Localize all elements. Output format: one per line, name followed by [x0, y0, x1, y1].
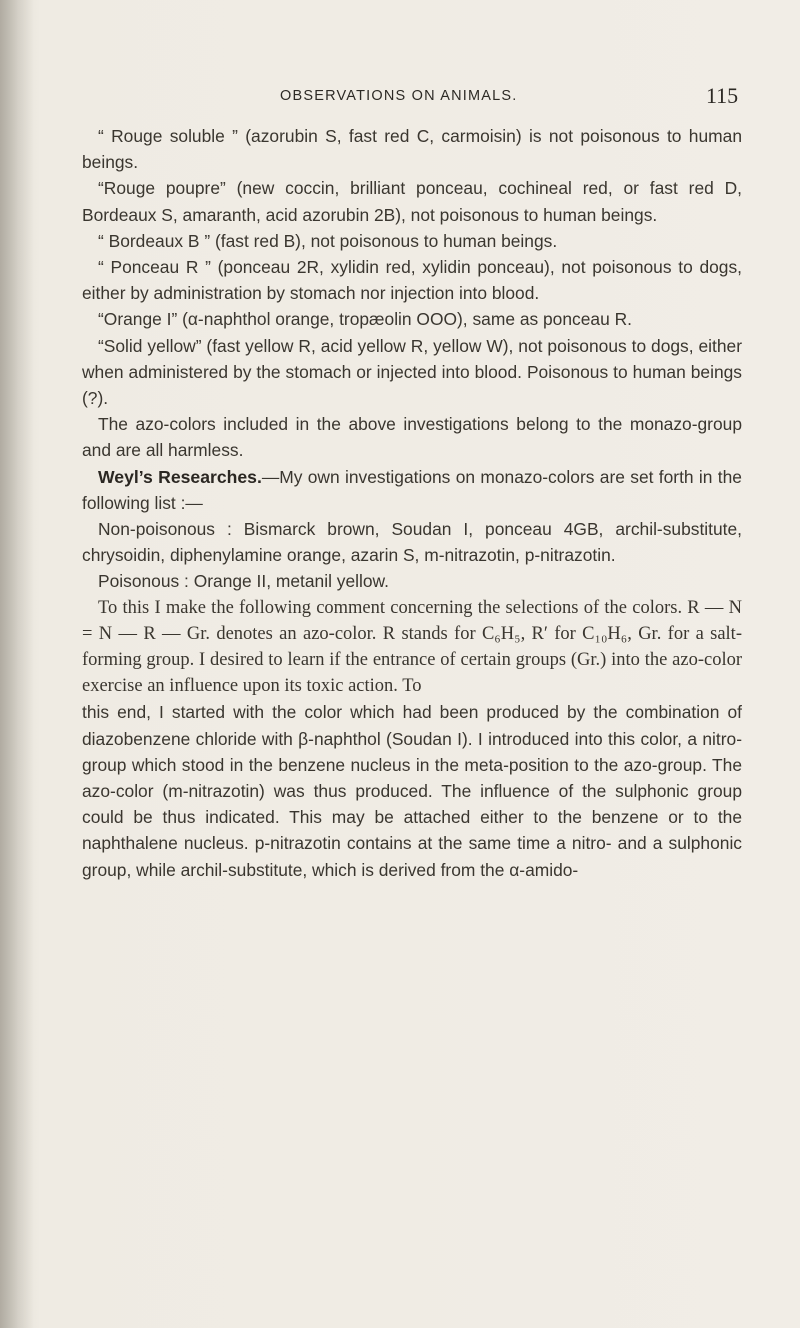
- paragraph-poisonous: Poisonous : Orange II, metanil yellow.: [98, 571, 389, 592]
- section-intro: —My own investigations on monazo-colors are set forth in the following list :—: [82, 466, 742, 513]
- paragraph-non-poisonous: Non-poisonous : Bismarck brown, Soudan I, ponceau 4GB, archil-substitute, chrysoidin, diphenylamine orange, azarin S, m-nitrazotin, p-nitrazotin.: [82, 519, 742, 566]
- paragraph-bordeaux-b: “ Bordeaux B ” (fast red B), not poisonous to human beings.: [98, 230, 558, 251]
- paragraph-comment: To this I make the following comment concerning the selections of the colors. R — N = N — R — Gr. denotes an azo-color. R stands for C₆H₅, R′ for C₁₀H₆, Gr. for a salt-forming group. I desired to learn if the entrance of certain groups (Gr.) into the azo-color exercise an influence upon its toxic action. To: [82, 597, 742, 697]
- paragraph-rouge-soluble: “ Rouge soluble ” (azorubin S, fast red C, carmoisin) is not poisonous to human beings.: [82, 126, 742, 173]
- binding-shadow: [0, 0, 34, 1328]
- paragraph-azo-colors-summary: The azo-colors included in the above investigations belong to the monazo-group and are all harmless.: [82, 414, 742, 461]
- paragraph-orange-i: “Orange I” (α-naphthol orange, tropæolin OOO), same as ponceau R.: [98, 309, 632, 330]
- running-header: OBSERVATIONS ON ANIMALS.: [280, 88, 518, 104]
- paragraph-weyl-researches: [82, 464, 742, 516]
- paragraph-solid-yellow: “Solid yellow” (fast yellow R, acid yellow R, yellow W), not poisonous to dogs, either when administered by the stomach or injected into blood. Poisonous to human beings (?).: [82, 335, 742, 409]
- paragraph-ponceau-r: “ Ponceau R ” (ponceau 2R, xylidin red, xylidin ponceau), not poisonous to dogs, either by administration by stomach nor injection into blood.: [82, 257, 742, 304]
- section-heading: Weyl’s Researches.: [98, 466, 262, 487]
- page-number: 115: [706, 83, 739, 108]
- paragraph-rouge-poupre: “Rouge poupre” (new coccin, brilliant ponceau, cochineal red, or fast red D, Bordeaux S, amaranth, acid azorubin 2B), not poisonous to human beings.: [82, 178, 742, 225]
- paragraph-comment-continued: this end, I started with the color which had been produced by the combination of diazobenzene chloride with β-naphthol (Soudan I). I introduced into this color, a nitro-group which stood in the benzene nucleus in the meta-position to the azo-group. The azo-color (m-nitrazotin) was thus produced. The influence of the sulphonic group could be thus indicated. This may be attached either to the benzene or to the naphthalene nucleus. p-nitrazotin contains at the same time a nitro- and a sulphonic group, while archil-substitute, which is derived from the α-amido-: [82, 702, 742, 880]
- body-text: [82, 123, 742, 883]
